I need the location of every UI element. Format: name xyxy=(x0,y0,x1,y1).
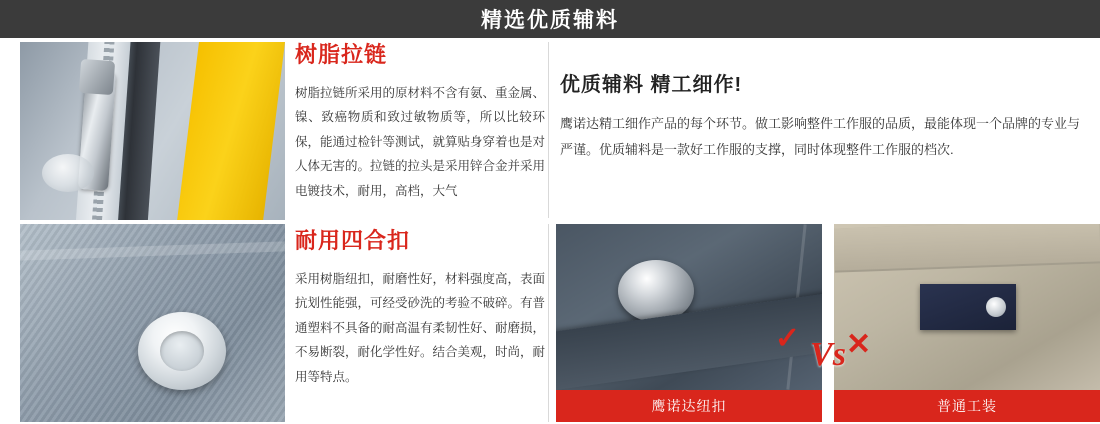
page-title: 精选优质辅料 xyxy=(481,9,619,32)
quality-heading: 优质辅料 精工细作! xyxy=(560,74,743,96)
good-product-label: 鹰诺达纽扣 xyxy=(556,390,822,422)
vertical-divider xyxy=(548,42,549,218)
khaki-garment-shape xyxy=(834,224,1100,390)
yellow-fabric-shape xyxy=(177,42,285,220)
quality-body: 鹰诺达精工细作产品的每个环节。做工影响整件工作服的品质，最能体现一个品牌的专业与严谨。优质辅料是一款好工作服的支撑，同时体现整件工作服的档次. xyxy=(560,116,1081,157)
navy-tab-shape xyxy=(920,284,1016,330)
comparison-card-good xyxy=(556,224,822,422)
comparison-block xyxy=(556,224,1100,422)
dark-garment-shape xyxy=(556,224,822,390)
zipper-photo xyxy=(20,42,285,220)
comparison-card-bad xyxy=(834,224,1100,422)
vertical-divider-2 xyxy=(548,224,549,422)
good-product-photo xyxy=(556,224,822,390)
zipper-title: 树脂拉链 xyxy=(295,42,388,67)
cross-mark-icon: ✕ xyxy=(846,328,872,361)
section-snap-button xyxy=(0,224,1100,424)
zipper-slider-shape xyxy=(79,59,115,95)
header-bar xyxy=(0,0,1100,38)
snap-body: 采用树脂纽扣，耐磨性好，材料强度高，表面抗划性能强，可经受砂洗的考验不破碎。有普通塑料不具备的耐高温有柔韧性好、耐磨损，不易断裂，耐化学性好。结合美观，时尚，耐用等特点。 xyxy=(295,272,546,384)
snap-button-photo xyxy=(20,224,285,422)
quality-text-block xyxy=(560,68,1090,163)
zipper-body: 树脂拉链所采用的原材料不含有氨、重金属、镍、致癌物质和致过敏物质等，所以比较环保，能通过检针等测试，就算贴身穿着也是对人体无害的。拉链的拉头是采用锌合金并采用电镀技术，耐用，高档，大气 xyxy=(295,86,546,198)
bad-product-photo xyxy=(834,224,1100,390)
resin-snap-shape xyxy=(138,312,226,390)
check-mark-icon: ✓ xyxy=(774,322,800,355)
snap-title: 耐用四合扣 xyxy=(295,228,411,253)
snap-button-shape xyxy=(42,154,94,192)
snap-text-block xyxy=(295,224,545,422)
pocket-shape xyxy=(834,224,1100,273)
zipper-text-block xyxy=(295,38,545,222)
bad-product-label: 普通工装 xyxy=(834,390,1100,422)
section-zipper xyxy=(0,38,1100,222)
vs-badge: Vs xyxy=(810,336,846,373)
